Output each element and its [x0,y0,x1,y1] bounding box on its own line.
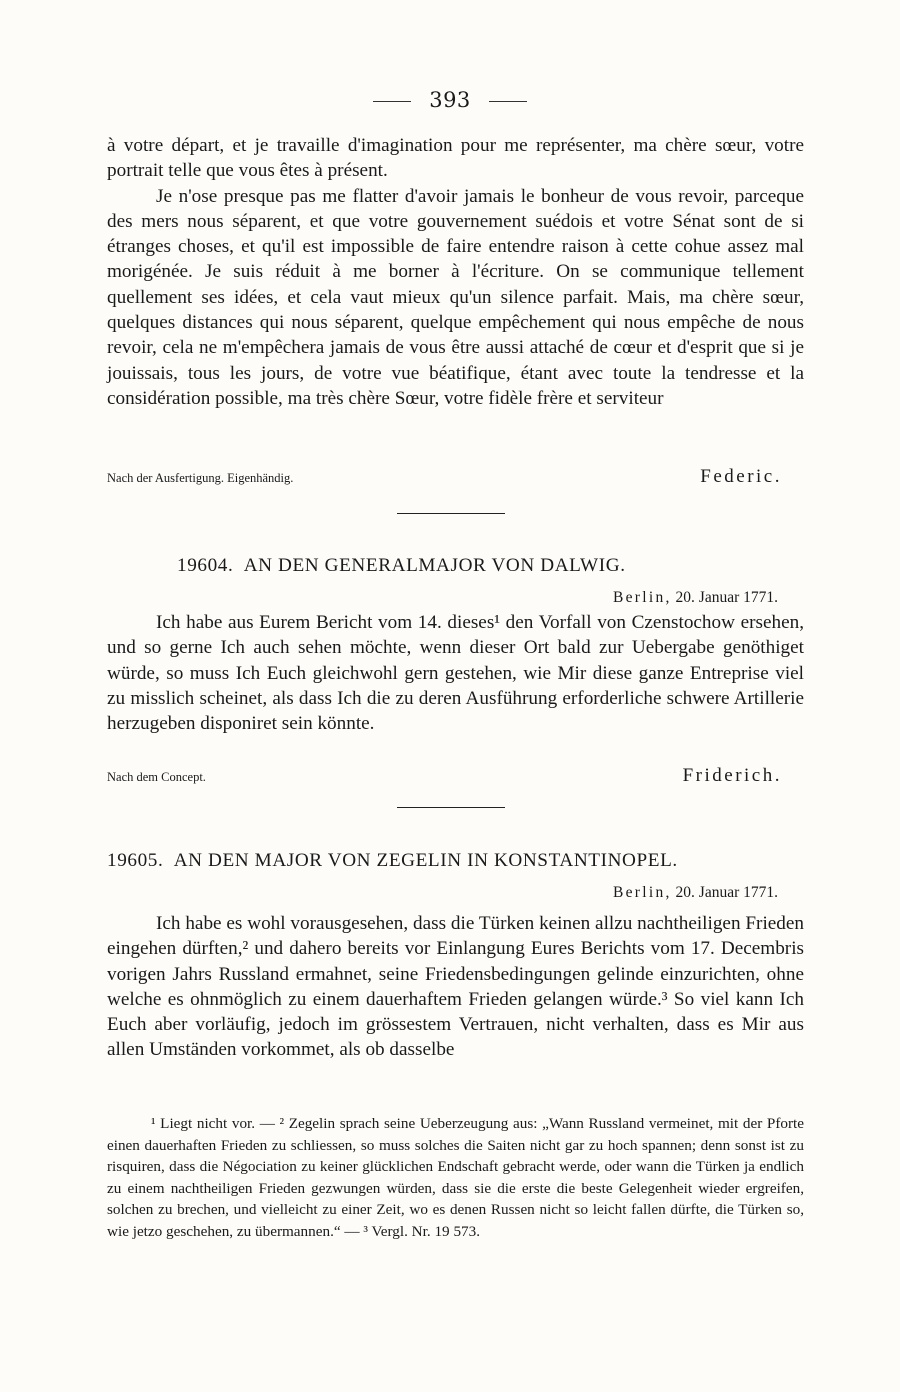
letter1-source: Nach der Ausfertigung. Eigenhändig. [107,471,294,485]
page-number: 393 [0,88,900,112]
letter2-body [107,610,804,736]
letter3-title: AN DEN MAJOR VON ZEGELIN IN KONSTANTINOPEL. [173,850,678,871]
letter3-body [107,911,804,1063]
letter3-place: Berlin, [612,884,672,901]
letter2-place: Berlin, [612,589,672,606]
letter3-heading [107,850,804,872]
letter2-paragraph: Ich habe aus Eurem Bericht vom 14. dieses¹ den Vorfall von Czenstochow ersehen, und so gerne Ich auch sehen möchte, wenn dieser Ort bald zur Uebergabe genöthiget würde, so muss Ich Euch gleichwohl gern gestehen, wie Mir diese ganze Entreprise viel zu misslich scheinet, als dass Ich die zu deren Ausführung erforderliche schwere Artillerie herzugeben disponiret sein könnte. [107,612,804,735]
divider-1 [397,513,505,514]
letter2-number: 19604. [177,555,234,576]
letter1-paragraph-1: à votre départ, et je travaille d'imagination pour me représenter, ma chère sœur, votre portrait telle que vous êtes à présent. [107,135,804,182]
footnotes-text: ¹ Liegt nicht vor. — ² Zegelin sprach seine Ueberzeugung aus: „Wann Russland vermeinet, mit der Pforte einen dauerhaften Frieden zu schliessen, so muss solches die Saiten nicht gar zu hoch spannen; denn sonst ist zu risquiren, dass die Négociation zu keiner glücklichen Endschaft gebracht werde, oder wann die Türken ja endlich zu einem nachtheiligen Frieden gezwungen würden, dass sie die erste die beste Gelegenheit wieder ergreifen, solchen zu brechen, und vielleicht zu einer Zeit, wo es denen Russen nicht so leicht fallen dürfte, die Türken so, wie jetzo geschehen, zu übermannen.“ — ³ Vergl. Nr. 19 573. [107,1115,804,1240]
letter1-paragraph-2: Je n'ose presque pas me flatter d'avoir jamais le bonheur de vous revoir, parceque des mers nous séparent, et que votre gouvernement suédois et votre Sénat sont de si étranges choses, et qu'il est impossible de faire entendre raison à cette cohue assez mal morigénée. Je suis réduit à me borner à l'écriture. On se communique tellement quellement ses idées, et cela vaut mieux qu'un silence parfait. Mais, ma chère sœur, quelques distances qui nous séparent, quelque empêchement qui nous empêche de nous revoir, cela ne m'empêchera jamais de vous être aussi attaché de cœur et d'esprit que si je jouissais, tous les jours, de votre vue béatifique, étant avec toute la tendresse et la considération possible, ma très chère Sœur, votre fidèle frère et serviteur [107,185,804,409]
letter3-dateline [613,884,778,902]
letter2-heading [107,555,874,577]
letter2-date: 20. Januar 1771. [675,589,778,606]
letter2-source: Nach dem Concept. [107,770,206,784]
letter3-paragraph: Ich habe es wohl vorausgesehen, dass die Türken keinen allzu nachtheiligen Frieden eingehen dürften,² und dahero bereits vor Einlangung Eures Berichts vom 17. Decembris vorigen Jahrs Russland ermahnet, seine Friedensbedingungen gelinde einzurichten, ohne welche es ohnmöglich zu einem dauerhaftem Frieden gelangen würde.³ So viel kann Ich Euch aber vorläufig, jedoch im grössestem Vertrauen, nicht verhalten, dass es Mir aus allen Umständen vorkommet, als ob dasselbe [107,913,804,1061]
letter2-title: AN DEN GENERALMAJOR VON DALWIG. [243,555,626,576]
letter2-signature: Friderich. [682,765,782,786]
footnotes [107,1113,804,1243]
letter1-signature: Federic. [700,466,782,487]
page-number-rule-right [489,101,527,102]
letter2-dateline [613,589,778,607]
letter3-date: 20. Januar 1771. [675,884,778,901]
letter1-body [107,133,804,411]
page-number-rule-left [373,101,411,102]
letter1-source-line [107,466,782,488]
divider-2 [397,807,505,808]
letter3-number: 19605. [107,850,164,871]
letter2-source-line [107,765,782,787]
